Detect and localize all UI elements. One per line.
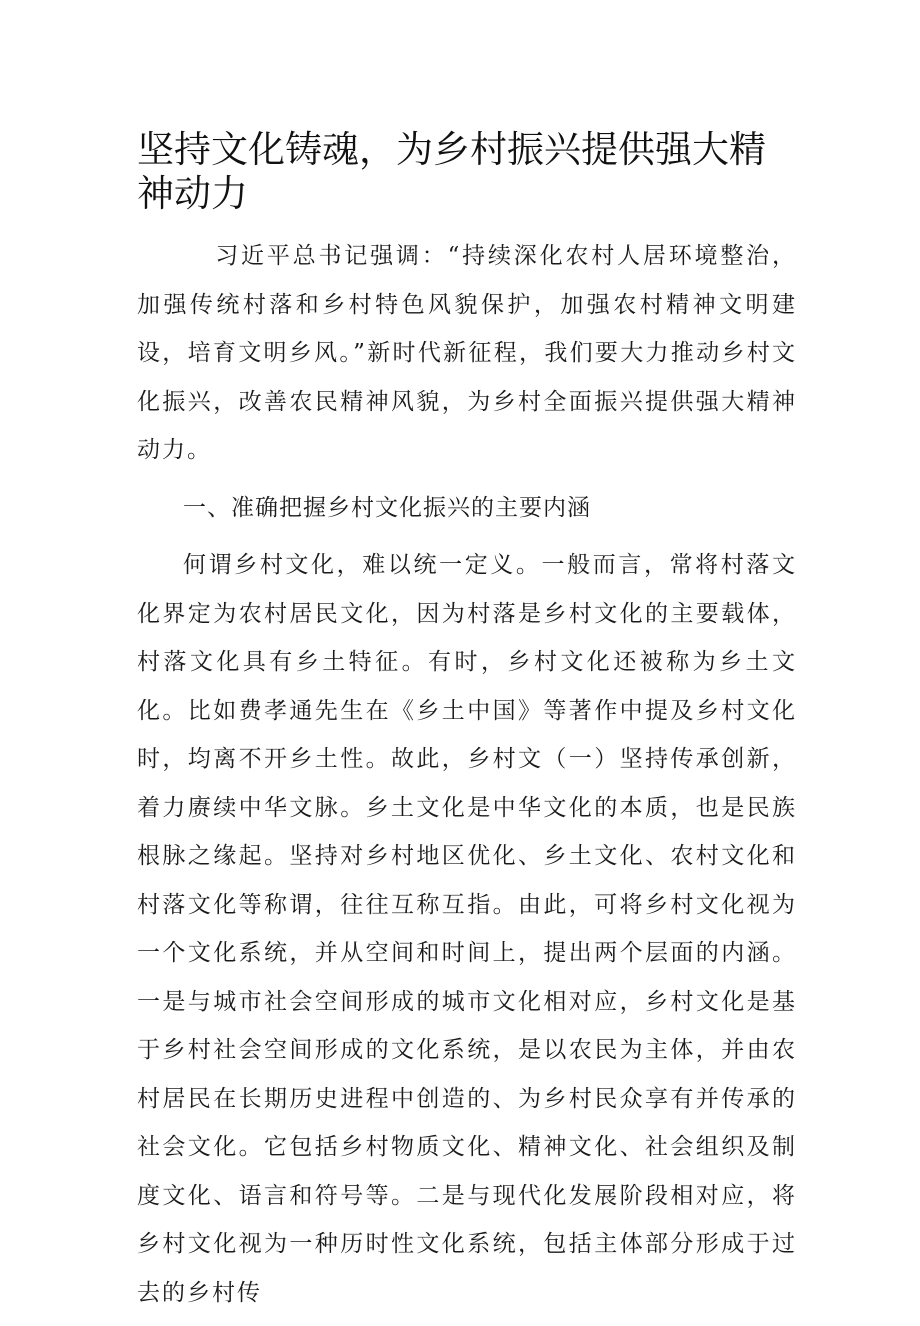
section-heading: 一、准确把握乡村文化振兴的主要内涵 [183,494,591,521]
intro-paragraph: 习近平总书记强调：“持续深化农村人居环境整治，加强传统村落和乡村特色风貌保护，加强农村精神文明建设，培育文明乡风。”新时代新征程，我们要大力推动乡村文化振兴，改善农民精神风貌，为乡村全面振兴提供强大精神动力。 [137,243,797,463]
document-body [137,232,797,1326]
body-paragraph: 何谓乡村文化，难以统一定义。一般而言，常将村落文化界定为农村居民文化，因为村落是乡村文化的主要载体，村落文化具有乡土特征。有时，乡村文化还被称为乡土文化。比如费孝通先生在《乡土中国》等著作中提及乡村文化时，均离不开乡土性。故此，乡村文（一）坚持传承创新，着力赓续中华文脉。乡土文化是中华文化的本质，也是民族根脉之缘起。坚持对乡村地区优化、乡土文化、农村文化和村落文化等称谓，往往互称互指。由此，可将乡村文化视为一个文化系统，并从空间和时间上，提出两个层面的内涵。一是与城市社会空间形成的城市文化相对应，乡村文化是基于乡村社会空间形成的文化系统，是以农民为主体，并由农村居民在长期历史进程中创造的、为乡村民众享有并传承的社会文化。它包括乡村物质文化、精神文化、社会组织及制度文化、语言和符号等。二是与现代化发展阶段相对应，将乡村文化视为一种历时性文化系统，包括主体部分形成于过去的乡村传 [137,552,797,1306]
document-title: 坚持文化铸魂，为乡村振兴提供强大精神动力 [137,128,766,215]
